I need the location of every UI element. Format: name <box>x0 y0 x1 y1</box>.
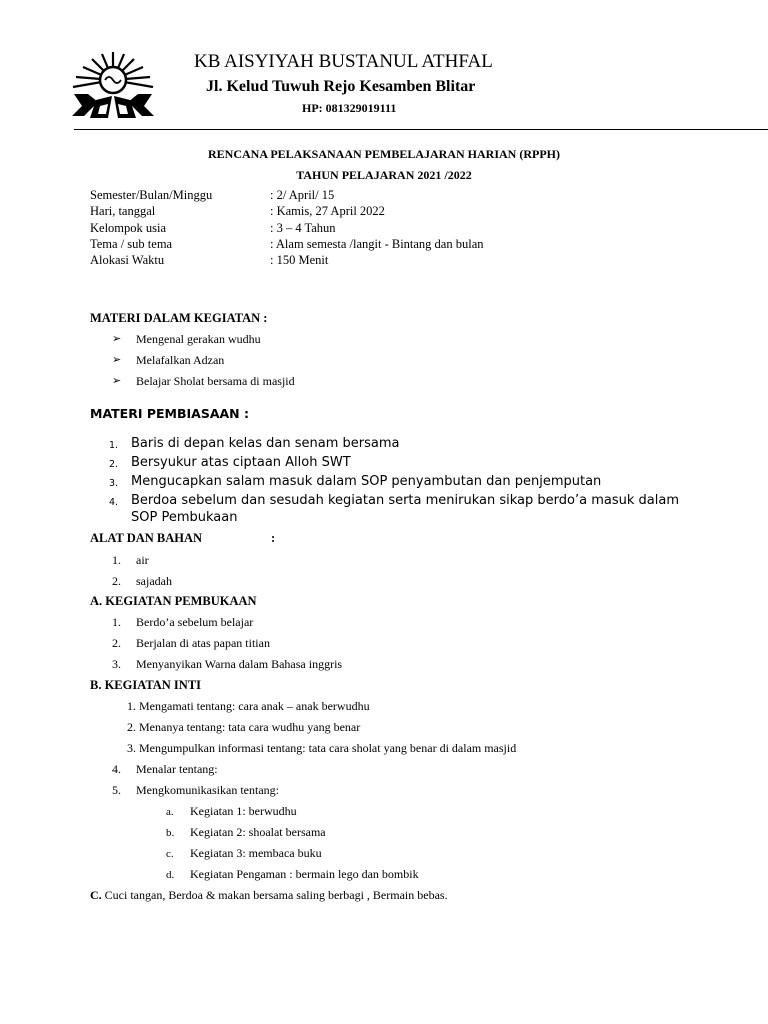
arrow-bullet-icon: ➢ <box>112 354 122 366</box>
list-item: 1. Mengamati tentang: cara anak – anak berwudhu <box>127 699 370 713</box>
arrow-bullet-icon: ➢ <box>112 375 122 387</box>
info-label: Kelompok usia <box>90 220 167 235</box>
list-item: 3. Mengumpulkan informasi tentang: tata cara sholat yang benar di dalam masjid <box>127 741 517 755</box>
list-item-text: Melafalkan Adzan <box>136 353 225 367</box>
list-number: 3. <box>112 657 121 671</box>
alat-bahan-colon: : <box>271 531 276 545</box>
list-item-text: sajadah <box>136 574 172 588</box>
info-value: : 150 Menit <box>270 253 329 268</box>
list-item-text: Belajar Sholat bersama di masjid <box>136 374 295 388</box>
list-item-text: Menyanyikan Warna dalam Bahasa inggris <box>136 657 343 671</box>
list-letter: d. <box>166 869 175 881</box>
header-divider <box>74 129 768 130</box>
info-label: Hari, tanggal <box>90 204 156 219</box>
list-item <box>112 374 295 389</box>
alat-bahan-heading: ALAT DAN BAHAN <box>90 531 203 545</box>
penutup-text: Cuci tangan, Berdoa & makan bersama saling berbagi , Bermain bebas. <box>101 888 448 902</box>
materi-kegiatan-heading: MATERI DALAM KEGIATAN : <box>90 311 268 325</box>
list-item-text: Berdoa sebelum dan sesudah kegiatan serta menirukan sikap berdo’a masuk dalam SOP Pembukaan <box>131 493 679 525</box>
list-item <box>109 492 679 526</box>
list-item-text: Kegiatan 3: membaca buku <box>190 846 322 860</box>
sub-list-item <box>166 846 322 861</box>
list-letter: a. <box>166 806 174 818</box>
list-item-text: Berdo’a sebelum belajar <box>136 615 254 629</box>
penutup-label: C. <box>90 888 102 902</box>
inti-heading: B. KEGIATAN INTI <box>90 678 202 692</box>
sub-list-item <box>166 825 326 840</box>
school-phone: HP: 081329019111 <box>302 101 397 115</box>
sub-list-item <box>166 867 419 882</box>
info-value: : Alam semesta /langit - Bintang dan bulan <box>270 236 484 251</box>
list-item-text: Mengenal gerakan wudhu <box>136 332 261 346</box>
list-item-text: Baris di depan kelas dan senam bersama <box>131 436 400 451</box>
pembukaan-heading: A. KEGIATAN PEMBUKAAN <box>90 594 257 608</box>
list-item <box>109 473 679 492</box>
academic-year: TAHUN PELAJARAN 2021 /2022 <box>296 168 472 182</box>
info-label: Tema / sub tema <box>90 236 173 251</box>
info-row <box>90 252 484 268</box>
info-row <box>90 220 484 236</box>
school-logo <box>68 50 158 120</box>
list-item <box>112 783 279 798</box>
list-item-text: Kegiatan 2: shoalat bersama <box>190 825 326 839</box>
info-table <box>90 187 484 268</box>
materi-pembiasaan-list <box>109 435 679 526</box>
list-item-text: Menalar tentang: <box>136 762 218 776</box>
school-name: KB AISYIYAH BUSTANUL ATHFAL <box>194 51 493 72</box>
info-row <box>90 236 484 252</box>
info-value: : 2/ April/ 15 <box>270 188 335 202</box>
info-row <box>90 187 484 203</box>
list-item-text: Kegiatan Pengaman : bermain lego dan bombik <box>190 867 419 881</box>
list-number: 2. <box>112 574 121 588</box>
list-item-text: air <box>136 553 149 567</box>
info-value: : 3 – 4 Tahun <box>270 220 336 235</box>
list-item <box>112 636 270 651</box>
list-item <box>112 553 149 568</box>
list-item <box>112 574 172 589</box>
list-item <box>109 454 679 473</box>
sub-list-item <box>166 804 297 819</box>
list-item <box>112 353 224 368</box>
list-item-text: Mengkomunikasikan tentang: <box>136 783 279 797</box>
materi-pembiasaan-heading: MATERI PEMBIASAAN : <box>90 406 249 421</box>
list-number: 3. <box>109 478 119 489</box>
list-number: 1. <box>112 615 121 629</box>
list-number: 1. <box>112 553 121 567</box>
list-item <box>112 332 261 347</box>
list-item-text: Mengucapkan salam masuk dalam SOP penyambutan dan penjemputan <box>131 474 602 489</box>
list-number: 2. <box>112 636 121 650</box>
list-letter: b. <box>166 827 175 839</box>
list-item-text: Kegiatan 1: berwudhu <box>190 804 297 818</box>
info-value: : Kamis, 27 April 2022 <box>270 204 385 219</box>
list-item <box>112 762 218 777</box>
list-item: 2. Menanya tentang: tata cara wudhu yang benar <box>127 720 361 734</box>
arrow-bullet-icon: ➢ <box>112 333 122 345</box>
list-number: 1. <box>109 440 119 451</box>
list-number: 4. <box>109 497 119 508</box>
list-item <box>109 435 679 454</box>
list-number: 2. <box>109 459 119 470</box>
penutup-line <box>90 888 448 903</box>
info-row <box>90 203 484 219</box>
info-label: Semester/Bulan/Minggu <box>90 188 213 202</box>
list-item <box>112 657 342 672</box>
list-letter: c. <box>166 848 174 860</box>
school-address: Jl. Kelud Tuwuh Rejo Kesamben Blitar <box>206 78 476 95</box>
list-number: 5. <box>112 783 121 797</box>
list-number: 4. <box>112 762 121 776</box>
list-item <box>112 615 253 630</box>
list-item-text: Bersyukur atas ciptaan Alloh SWT <box>131 455 351 470</box>
list-item-text: Berjalan di atas papan titian <box>136 636 270 650</box>
info-label: Alokasi Waktu <box>90 253 165 268</box>
document-title: RENCANA PELAKSANAAN PEMBELAJARAN HARIAN (RPPH) <box>207 147 560 161</box>
